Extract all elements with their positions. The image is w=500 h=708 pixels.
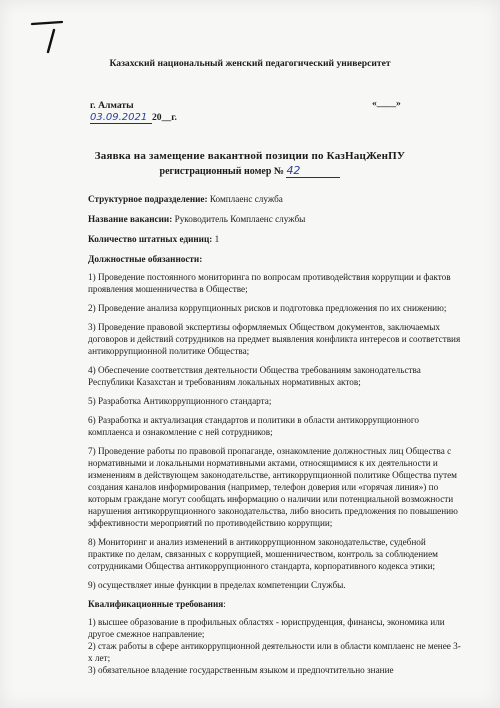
qualifications-heading-text: Квалификационные требования	[88, 599, 224, 609]
document-body	[88, 193, 462, 676]
city-label: г. Алматы	[90, 100, 134, 111]
qualification-item: 3) обязательное владение государственным языком и предпочтительно знание	[88, 665, 394, 675]
duty-item: 6) Разработка и актуализация стандартов и политики в области антикоррупционного комплаенса и ознакомление с ней сотрудников;	[88, 415, 420, 437]
duty-item: 3) Проведение правовой экспертизы оформляемых Обществом документов, заключаемых договоров и действий сотрудников на предмет выявления конфликта интересов и соответствия антикоррупционной политике Общества;	[88, 322, 461, 356]
date-row	[90, 112, 177, 124]
duties-heading: Должностные обязанности:	[88, 254, 203, 264]
year-suffix: 20__г.	[152, 112, 177, 123]
registration-number: 42	[286, 164, 340, 178]
qualifications-heading-colon: :	[223, 599, 226, 609]
handwritten-date: 03.09.2021	[90, 112, 152, 124]
vacancy-value: Руководитель Комплаенс службы	[174, 214, 306, 224]
units-field	[88, 233, 462, 245]
qualifications-heading	[88, 598, 462, 610]
division-field	[88, 193, 462, 205]
university-name: Казахский национальный женский педагогический университет	[109, 58, 391, 69]
division-value: Комплаенс служба	[209, 194, 283, 204]
qualification-item: 1) высшее образование в профильных областях - юриспруденция, финансы, экономика или другое смежное направление;	[88, 617, 445, 639]
document-title: Заявка на замещение вакантной позиции по КазНацЖенПУ	[94, 150, 406, 162]
registration-line	[0, 164, 500, 178]
duty-item: 7) Проведение работы по правовой пропаганде, ознакомление должностных лиц Общества с нормативными и локальными нормативными актами, относящимися к их деятельности и изменениям в действующем законодательстве, антикоррупционной политике Общества путем создания каналов информирования (например, телефон доверия или «горячая линия») по которым граждане могут сообщать информацию о наличии или потенциальной возможности нарушения антикоррупционного законодательства, либо вносить предложения по повышению эффективности мероприятий по противодействию коррупции;	[88, 446, 458, 528]
duty-item: 5) Разработка Антикоррупционного стандарта;	[88, 396, 272, 406]
handwritten-mark-icon	[28, 18, 68, 54]
qualification-item: 2) стаж работы в сфере антикоррупционной деятельности или в области комплаенс не менее 3-х лет;	[88, 641, 461, 663]
duty-item: 2) Проведение анализа коррупционных рисков и подготовка предложения по их снижению;	[88, 303, 447, 313]
vacancy-field	[88, 213, 462, 225]
duty-item: 8) Мониторинг и анализ изменений в антикоррупционном законодательстве, судебной практике по делам, связанных с коррупцией, мошенничеством, контроль за соблюдением сотрудниками Общества антикоррупционного стандарта, корпоративного кодекса этики;	[88, 537, 438, 571]
vacancy-label: Название вакансии:	[88, 214, 173, 224]
quote-date: «____»	[372, 98, 401, 109]
units-value: 1	[214, 234, 220, 244]
division-label: Структурное подразделение:	[88, 194, 208, 204]
duty-item: 1) Проведение постоянного мониторинга по вопросам противодействия коррупции и фактов проявления мошенничества в Обществе;	[88, 272, 451, 294]
duty-item: 9) осуществляет иные функции в пределах компетенции Службы.	[88, 580, 346, 590]
units-label: Количество штатных единиц:	[88, 234, 213, 244]
registration-label: регистрационный номер №	[159, 166, 284, 177]
duty-item: 4) Обеспечение соответствия деятельности Общества требованиям законодательства Республики Казахстан и требованиям локальных нормативных актов;	[88, 365, 421, 387]
